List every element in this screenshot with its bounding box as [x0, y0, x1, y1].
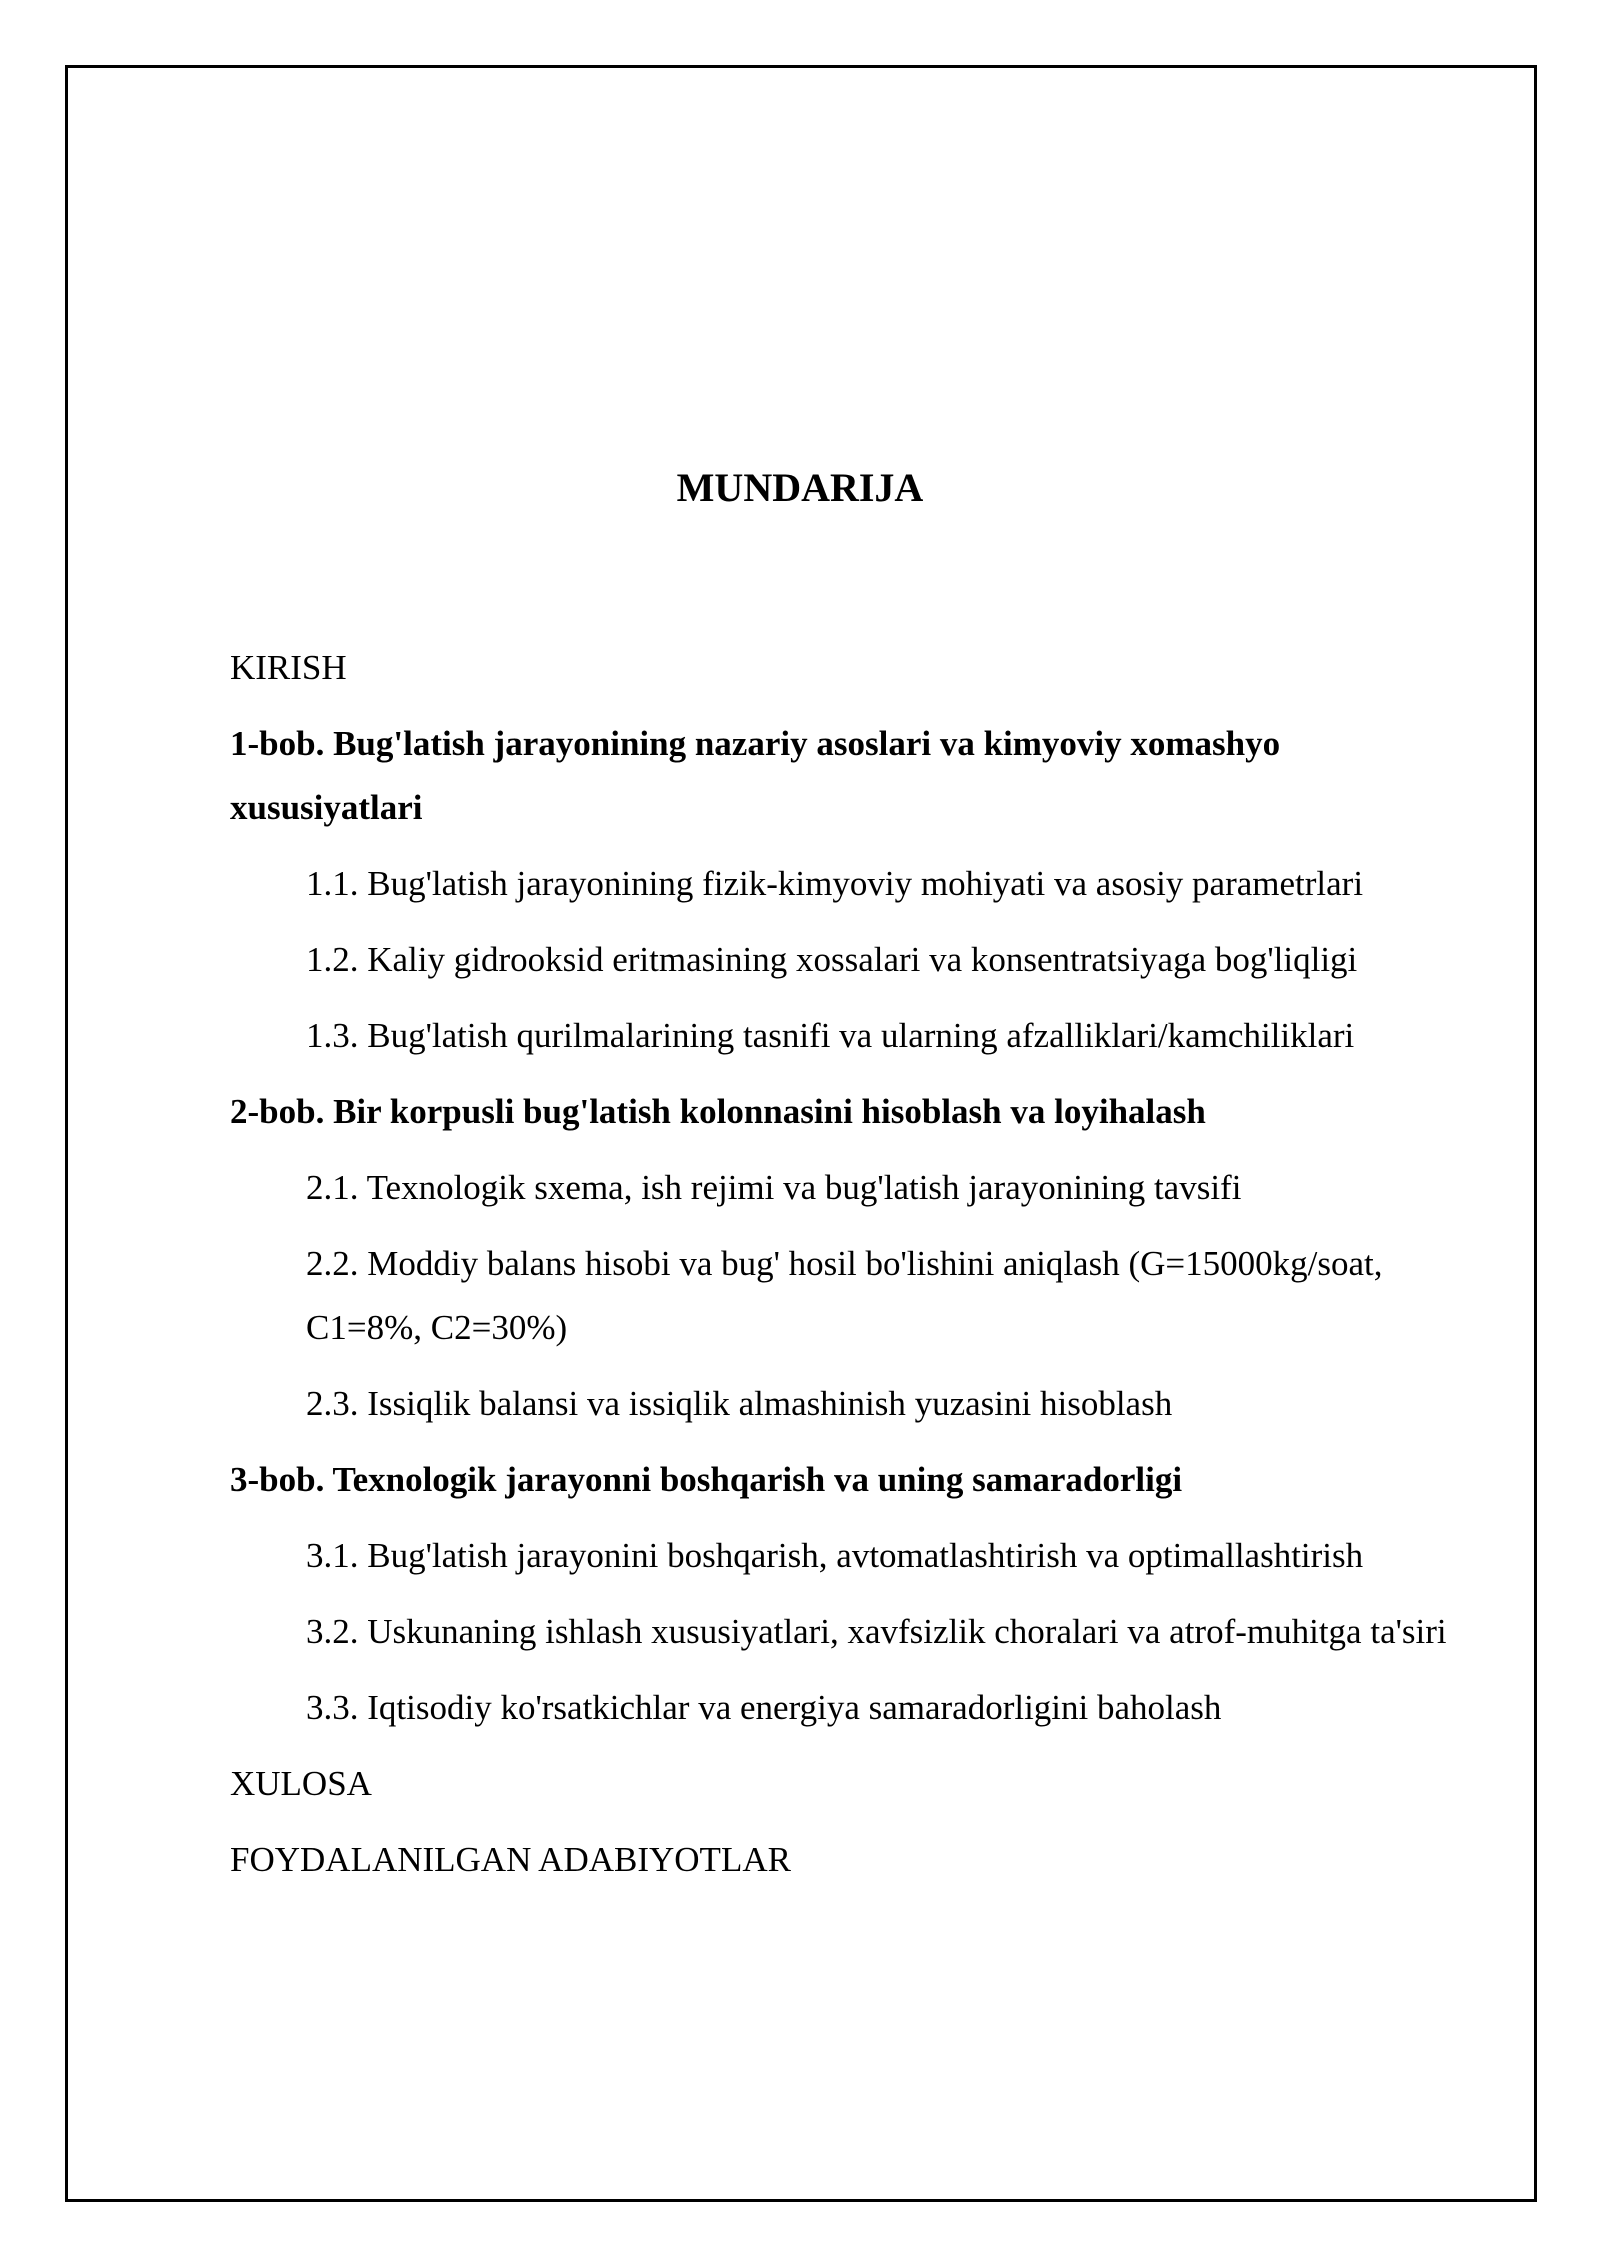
page-title: MUNDARIJA — [676, 465, 924, 510]
toc-section-3-1: 3.1. Bug'latish jarayonini boshqarish, avtomatlashtirish va optimallashtirish — [306, 1536, 1364, 1575]
toc-section-1-2: 1.2. Kaliy gidrooksid eritmasining xossalari va konsentratsiyaga bog'liqligi — [306, 940, 1358, 979]
toc-section-2-3: 2.3. Issiqlik balansi va issiqlik almashinish yuzasini hisoblash — [306, 1384, 1173, 1423]
toc-section-3-2: 3.2. Uskunaning ishlash xususiyatlari, xavfsizlik choralari va atrof-muhitga ta'siri — [306, 1612, 1447, 1651]
toc-section-1-3: 1.3. Bug'latish qurilmalarining tasnifi va ularning afzalliklari/kamchiliklari — [306, 1016, 1355, 1055]
toc-entry-kirish: KIRISH — [230, 648, 347, 687]
toc-section-2-1: 2.1. Texnologik sxema, ish rejimi va bug'latish jarayonining tavsifi — [306, 1168, 1242, 1207]
toc-section-3-3: 3.3. Iqtisodiy ko'rsatkichlar va energiya samaradorligini baholash — [306, 1688, 1222, 1727]
toc-section-1-1: 1.1. Bug'latish jarayonining fizik-kimyoviy mohiyati va asosiy parametrlari — [306, 864, 1364, 903]
toc-entry-xulosa: XULOSA — [230, 1764, 372, 1803]
toc-chapter-3: 3-bob. Texnologik jarayonni boshqarish va uning samaradorligi — [230, 1460, 1183, 1499]
toc-chapter-2: 2-bob. Bir korpusli bug'latish kolonnasini hisoblash va loyihalash — [230, 1092, 1206, 1131]
table-of-contents — [230, 636, 1480, 1904]
toc-chapter-1: 1-bob. Bug'latish jarayonining nazariy asoslari va kimyoviy xomashyo xususiyatlari — [230, 724, 1281, 827]
toc-entry-adabiyotlar: FOYDALANILGAN ADABIYOTLAR — [230, 1840, 791, 1879]
toc-section-2-2: 2.2. Moddiy balans hisobi va bug' hosil bo'lishini aniqlash (G=15000kg/soat, C1=8%, C2=30%) — [306, 1244, 1383, 1347]
